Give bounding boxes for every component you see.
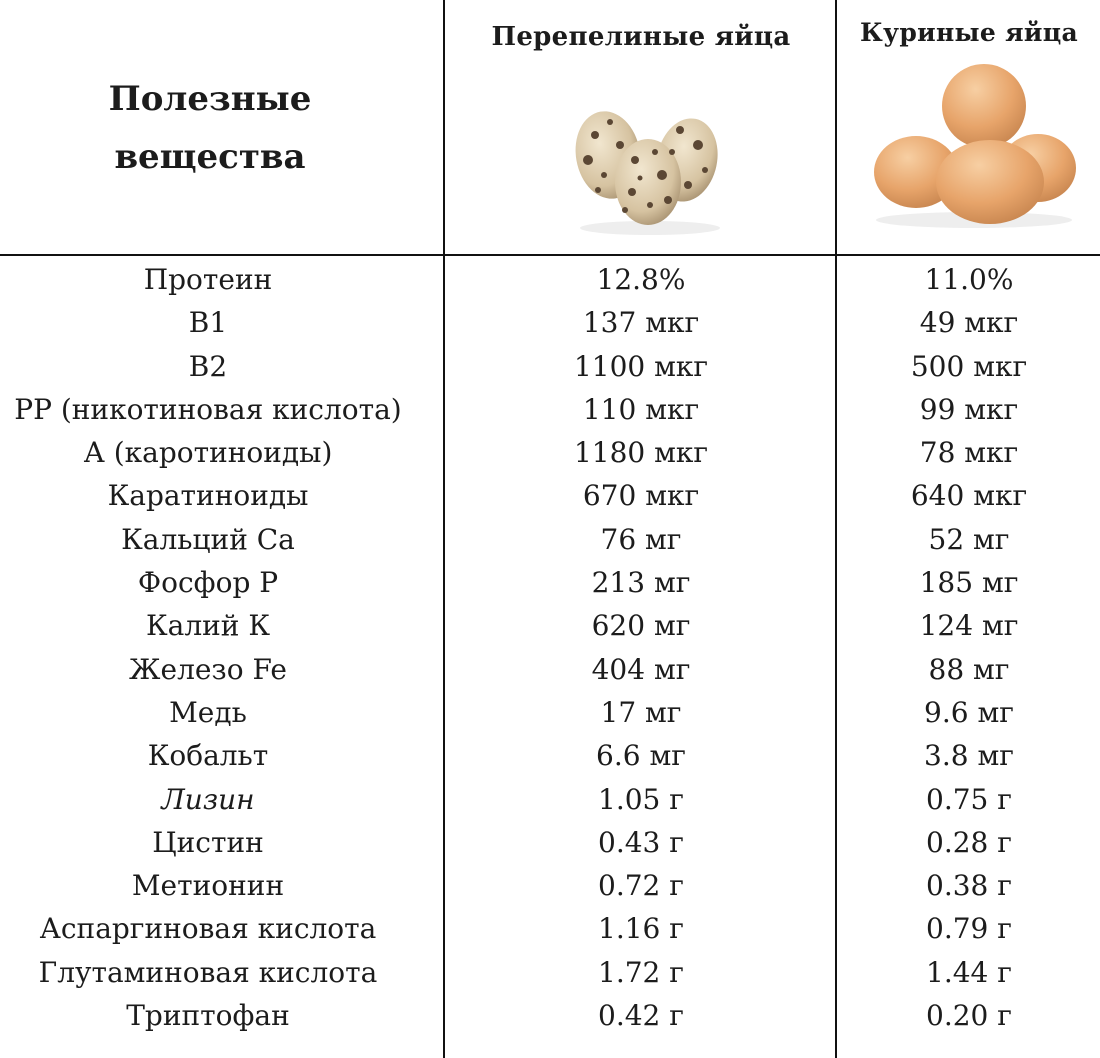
table-row xyxy=(0,301,1100,344)
table-row xyxy=(0,648,1100,691)
table-row xyxy=(0,821,1100,864)
chicken-value: 88 мг xyxy=(928,652,1010,686)
chicken-value: 185 мг xyxy=(919,566,1019,600)
quail-value: 1100 мкг xyxy=(573,349,709,383)
quail-value: 137 мкг xyxy=(582,306,700,340)
quail-value: 404 мг xyxy=(591,652,691,686)
chicken-value: 500 мкг xyxy=(910,349,1028,383)
chicken-value: 49 мкг xyxy=(919,306,1019,340)
chicken-eggs-header: Куриные яйца xyxy=(859,18,1079,47)
table-row xyxy=(0,864,1100,907)
nutrient-name: Железо Fe xyxy=(129,652,287,686)
quail-eggs-image xyxy=(560,100,740,240)
nutrient-name: Каратиноиды xyxy=(107,479,309,513)
chicken-value: 0.38 г xyxy=(926,869,1012,903)
nutrient-name: Кальций Са xyxy=(121,522,295,556)
nutrient-name: Фосфор Р xyxy=(137,566,279,600)
quail-value: 213 мг xyxy=(591,566,691,600)
nutrient-name: Метионин xyxy=(131,869,285,903)
quail-value: 620 мг xyxy=(591,609,691,643)
chicken-value: 0.28 г xyxy=(926,825,1012,859)
nutrient-name: Аспаргиновая кислота xyxy=(39,912,377,946)
quail-eggs-header: Перепелиные яйца xyxy=(491,22,791,52)
substances-header-line2: вещества xyxy=(114,137,306,177)
nutrient-table xyxy=(0,258,1100,1037)
quail-value: 1.72 г xyxy=(598,955,684,989)
substances-header-line1: Полезные xyxy=(108,79,312,119)
nutrient-name: Лизин xyxy=(161,782,255,816)
quail-value: 12.8% xyxy=(596,263,686,296)
chicken-value: 78 мкг xyxy=(919,436,1019,470)
nutrient-name: Триптофан xyxy=(126,999,290,1033)
table-row xyxy=(0,258,1100,301)
header-divider xyxy=(0,254,1100,256)
quail-value: 670 мкг xyxy=(582,479,700,513)
chicken-value: 0.20 г xyxy=(926,999,1012,1033)
chicken-value: 1.44 г xyxy=(926,955,1012,989)
nutrient-name: Протеин xyxy=(143,263,273,296)
chicken-value: 11.0% xyxy=(924,263,1014,296)
nutrient-name: Глутаминовая кислота xyxy=(38,955,378,989)
table-row xyxy=(0,907,1100,950)
chicken-egg-top xyxy=(942,64,1026,148)
chicken-value: 9.6 мг xyxy=(924,695,1014,729)
table-row xyxy=(0,474,1100,517)
chicken-value: 124 мг xyxy=(919,609,1019,643)
table-row xyxy=(0,994,1100,1037)
nutrient-name: Цистин xyxy=(152,825,264,859)
table-row xyxy=(0,518,1100,561)
chicken-egg-front xyxy=(936,140,1044,224)
table-row xyxy=(0,691,1100,734)
nutrient-name: B1 xyxy=(188,306,228,340)
nutrient-name: Медь xyxy=(169,695,247,729)
quail-value: 17 мг xyxy=(600,695,682,729)
quail-value: 1.16 г xyxy=(598,912,684,946)
quail-value: 110 мкг xyxy=(582,392,700,426)
quail-value: 0.43 г xyxy=(598,825,684,859)
quail-value: 0.42 г xyxy=(598,999,684,1033)
quail-value: 6.6 мг xyxy=(596,739,686,773)
table-row xyxy=(0,604,1100,647)
nutrient-name: Кобальт xyxy=(147,739,269,773)
chicken-value: 0.75 г xyxy=(926,782,1012,816)
chicken-value: 52 мг xyxy=(928,522,1010,556)
nutrient-name: PP (никотиновая кислота) xyxy=(14,392,402,426)
quail-value: 1180 мкг xyxy=(573,436,709,470)
table-row xyxy=(0,561,1100,604)
table-row xyxy=(0,431,1100,474)
nutrient-name: B2 xyxy=(188,349,228,383)
substances-header xyxy=(60,70,360,186)
table-row xyxy=(0,388,1100,431)
quail-value: 1.05 г xyxy=(598,782,684,816)
nutrient-name: А (каротиноиды) xyxy=(83,436,333,470)
chicken-value: 640 мкг xyxy=(910,479,1028,513)
quail-value: 0.72 г xyxy=(598,869,684,903)
table-row xyxy=(0,778,1100,821)
table-row xyxy=(0,734,1100,777)
nutrient-name: Калий К xyxy=(145,609,271,643)
chicken-value: 99 мкг xyxy=(919,392,1019,426)
chicken-eggs-image xyxy=(868,60,1080,230)
quail-value: 76 мг xyxy=(600,522,682,556)
chicken-value: 0.79 г xyxy=(926,912,1012,946)
table-row xyxy=(0,345,1100,388)
chicken-value: 3.8 мг xyxy=(924,739,1014,773)
table-row xyxy=(0,951,1100,994)
